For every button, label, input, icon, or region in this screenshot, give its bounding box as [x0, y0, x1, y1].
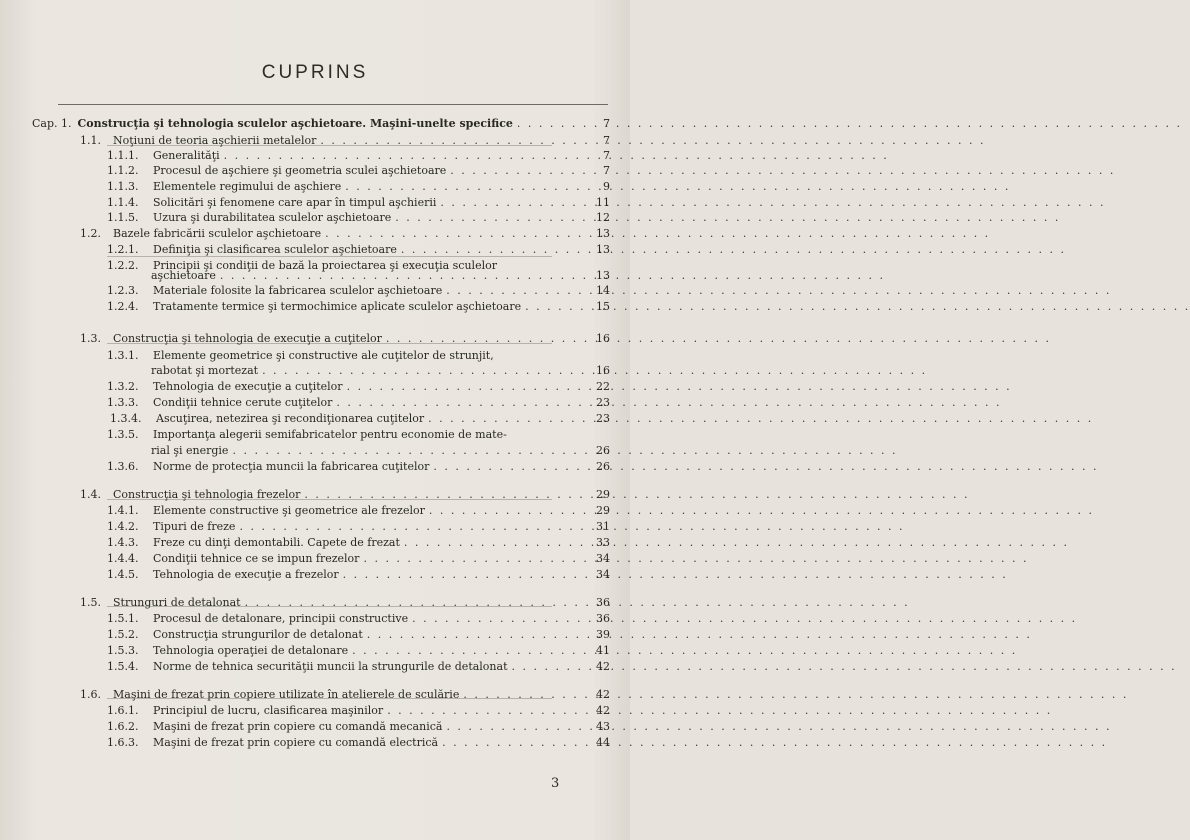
leader-dots — [521, 300, 584, 313]
toc-entry — [107, 552, 610, 565]
entry-title: Construcţia strungurilor de detalonat — [153, 628, 363, 641]
toc-section — [80, 596, 610, 609]
leader-dots — [348, 644, 584, 657]
leader-dots — [241, 596, 584, 609]
leader-dots — [339, 568, 584, 581]
toc-entry — [107, 243, 610, 256]
toc-entry — [107, 736, 610, 749]
toc-entry — [107, 568, 610, 581]
entry-number: 1.3.2. — [107, 380, 139, 393]
entry-page: 26 — [596, 460, 610, 473]
entry-number: 1.1.4. — [107, 196, 139, 209]
entry-title: rial şi energie — [151, 444, 229, 457]
toc-entry — [107, 300, 610, 313]
entry-number: 1.2.4. — [107, 300, 139, 313]
entry-title: Principiul de lucru, clasificarea maşinilor — [153, 704, 384, 717]
entry-title: aşchietoare — [151, 269, 216, 282]
leader-dots — [429, 460, 584, 473]
entry-page: 36 — [596, 612, 610, 625]
entry-page: 42 — [596, 688, 610, 701]
entry-title: Tratamente termice şi termochimice aplicate sculelor aşchietoare — [153, 300, 522, 313]
entry-number: 1.2.3. — [107, 284, 139, 297]
entry-title: Uzura şi durabilitatea sculelor aşchietoare — [153, 211, 392, 224]
chapter-label: Cap. 1. — [32, 117, 72, 130]
leader-dots — [425, 504, 584, 517]
entry-page: 12 — [596, 211, 610, 224]
entry-page: 15 — [596, 300, 610, 313]
leader-dots — [438, 736, 584, 749]
entry-title: Elementele regimului de aşchiere — [153, 180, 342, 193]
entry-page: 42 — [596, 660, 610, 673]
leader-dots — [459, 688, 584, 701]
leader-dots — [258, 364, 584, 377]
entry-number: 1.5.3. — [107, 644, 139, 657]
entry-title: Elemente constructive şi geometrice ale frezelor — [153, 504, 425, 517]
entry-title: Tipuri de freze — [153, 520, 236, 533]
entry-number: 1.5.4. — [107, 660, 139, 673]
entry-number: 1.5.2. — [107, 628, 139, 641]
entry-number: 1.3.1. — [107, 349, 139, 362]
entry-number: 1.6.3. — [107, 736, 139, 749]
toc-entry — [107, 704, 610, 717]
entry-title: Generalităţi — [153, 149, 220, 162]
chapter-page: 7 — [603, 117, 610, 130]
entry-number: 1.3.3. — [107, 396, 139, 409]
entry-title: Procesul de aşchiere şi geometria sculei aşchietoare — [153, 164, 447, 177]
entry-title: Maşini de frezat prin copiere cu comandă electrică — [153, 736, 439, 749]
entry-title: Solicitări şi fenomene care apar în timpul aşchierii — [153, 196, 437, 209]
toc-entry — [107, 612, 610, 625]
toc-entry — [107, 380, 610, 393]
toc-entry — [107, 428, 610, 441]
toc-entry — [107, 196, 610, 209]
leader-dots — [442, 720, 584, 733]
entry-number: 1.3.6. — [107, 460, 139, 473]
entry-number: 1.3. — [80, 332, 101, 345]
entry-page: 43 — [596, 720, 610, 733]
toc-entry — [151, 269, 610, 282]
toc-entry — [107, 460, 610, 473]
entry-page: 29 — [596, 504, 610, 517]
toc-entry — [107, 149, 610, 162]
entry-page: 13 — [596, 269, 610, 282]
entry-title: Definiţia şi clasificarea sculelor aşchietoare — [153, 243, 397, 256]
entry-title: Procesul de detalonare, principii constructive — [153, 612, 409, 625]
entry-number: 1.1.5. — [107, 211, 139, 224]
leader-dots — [391, 211, 584, 224]
section-rule — [107, 256, 552, 257]
toc-entry — [151, 444, 610, 457]
leader-dots — [408, 612, 584, 625]
entry-title: Norme de protecţia muncii la fabricarea cuţitelor — [153, 460, 430, 473]
entry-title: Materiale folosite la fabricarea sculelor aşchietoare — [153, 284, 443, 297]
leader-dots — [321, 227, 584, 240]
entry-title: Maşini de frezat prin copiere utilizate în atelierele de sculărie — [113, 688, 460, 701]
entry-page: 7 — [603, 164, 610, 177]
leader-dots — [446, 164, 584, 177]
entry-page: 42 — [596, 704, 610, 717]
entry-page: 22 — [596, 380, 610, 393]
entry-page: 7 — [603, 149, 610, 162]
leader-dots — [508, 660, 585, 673]
entry-page: 14 — [596, 284, 610, 297]
toc-entry — [107, 720, 610, 733]
entry-page: 34 — [596, 552, 610, 565]
toc-entry — [107, 628, 610, 641]
entry-title: Tehnologia de execuţie a frezelor — [153, 568, 339, 581]
leader-dots — [397, 243, 584, 256]
chapter-title: Construcţia şi tehnologia sculelor aşchietoare. Maşini-unelte specifice — [77, 117, 513, 130]
entry-title: Condiţii tehnice ce se impun frezelor — [153, 552, 360, 565]
leader-dots — [442, 284, 584, 297]
entry-page: 13 — [596, 227, 610, 240]
toc-entry — [107, 504, 610, 517]
toc-entry — [107, 396, 610, 409]
entry-title: Noţiuni de teoria aşchierii metalelor — [113, 134, 317, 147]
entry-number: 1.3.5. — [107, 428, 139, 441]
entry-page: 11 — [596, 196, 610, 209]
page-number: 3 — [551, 776, 560, 791]
entry-number: 1.6. — [80, 688, 101, 701]
leader-dots — [228, 444, 584, 457]
entry-title: Construcţia şi tehnologia de execuţie a cuţitelor — [113, 332, 382, 345]
entry-title: Tehnologia operaţiei de detalonare — [153, 644, 349, 657]
toc-entry — [107, 284, 610, 297]
toc-section — [80, 688, 610, 701]
leader-dots — [513, 117, 584, 130]
toc-entry — [151, 364, 610, 377]
entry-number: 1.1. — [80, 134, 101, 147]
leader-dots — [332, 396, 584, 409]
entry-title: Strunguri de detalonat — [113, 596, 241, 609]
entry-title: Construcţia şi tehnologia frezelor — [113, 488, 301, 501]
entry-page: 13 — [596, 243, 610, 256]
entry-title: Elemente geometrice şi constructive ale cuţitelor de strunjit, — [153, 349, 494, 362]
leader-dots — [220, 149, 584, 162]
entry-title: rabotat şi mortezat — [151, 364, 259, 377]
leader-dots — [343, 380, 584, 393]
entry-number: 1.2.2. — [107, 259, 139, 272]
entry-number: 1.1.3. — [107, 180, 139, 193]
entry-title: Importanţa alegerii semifabricatelor pentru economie de mate- — [153, 428, 507, 441]
entry-title: Condiţii tehnice cerute cuţitelor — [153, 396, 333, 409]
leader-dots — [383, 704, 584, 717]
leader-dots — [341, 180, 584, 193]
entry-title: Ascuţirea, netezirea şi recondiţionarea cuţitelor — [156, 412, 425, 425]
leader-dots — [436, 196, 584, 209]
entry-page: 7 — [603, 134, 610, 147]
leader-dots — [363, 628, 584, 641]
entry-title: Tehnologia de execuţie a cuţitelor — [153, 380, 343, 393]
entry-title: Principii şi condiţii de bază la proiectarea şi execuţia sculelor — [153, 259, 497, 272]
entry-number: 1.2. — [80, 227, 101, 240]
entry-number: 1.4. — [80, 488, 101, 501]
entry-number: 1.1.1. — [107, 149, 139, 162]
entry-number: 1.4.4. — [107, 552, 139, 565]
entry-page: 44 — [596, 736, 610, 749]
leader-dots — [359, 552, 584, 565]
entry-page: 16 — [596, 332, 610, 345]
entry-page: 31 — [596, 520, 610, 533]
leader-dots — [424, 412, 584, 425]
entry-number: 1.6.1. — [107, 704, 139, 717]
entry-title: Maşini de frezat prin copiere cu comandă mecanică — [153, 720, 443, 733]
section-rule — [107, 606, 552, 607]
section-rule — [107, 145, 552, 146]
entry-page: 34 — [596, 568, 610, 581]
toc-entry — [107, 180, 610, 193]
toc-entry — [107, 164, 610, 177]
entry-page: 36 — [596, 596, 610, 609]
toc-entry — [107, 536, 610, 549]
entry-number: 1.4.3. — [107, 536, 139, 549]
entry-page: 41 — [596, 644, 610, 657]
entry-number: 1.6.2. — [107, 720, 139, 733]
entry-title: Bazele fabricării sculelor aşchietoare — [113, 227, 322, 240]
entry-page: 29 — [596, 488, 610, 501]
toc-section — [80, 227, 610, 240]
toc-entry — [107, 520, 610, 533]
section-rule — [107, 698, 552, 699]
entry-number: 1.5.1. — [107, 612, 139, 625]
entry-page: 39 — [596, 628, 610, 641]
entry-number: 1.3.4. — [110, 412, 142, 425]
entry-number: 1.2.1. — [107, 243, 139, 256]
entry-page: 23 — [596, 396, 610, 409]
toc-entry — [107, 660, 610, 673]
toc-entry — [107, 349, 610, 362]
entry-page: 23 — [596, 412, 610, 425]
entry-page: 33 — [596, 536, 610, 549]
leader-dots — [400, 536, 584, 549]
entry-number: 1.4.5. — [107, 568, 139, 581]
section-rule — [107, 499, 552, 500]
entry-page: 9 — [603, 180, 610, 193]
toc-entry — [110, 412, 610, 425]
page-title: CUPRINS — [261, 62, 369, 83]
leader-dots — [216, 269, 584, 282]
entry-number: 1.5. — [80, 596, 101, 609]
toc-entry — [107, 211, 610, 224]
entry-number: 1.4.1. — [107, 504, 139, 517]
toc-entry — [107, 644, 610, 657]
section-rule — [107, 343, 552, 344]
entry-number: 1.4.2. — [107, 520, 139, 533]
entry-title: Norme de tehnica securităţii muncii la strungurile de detalonat — [153, 660, 508, 673]
entry-page: 26 — [596, 444, 610, 457]
entry-page: 16 — [596, 364, 610, 377]
toc-chapter — [32, 117, 610, 130]
leader-dots — [235, 520, 584, 533]
entry-title: Freze cu dinţi demontabili. Capete de frezat — [153, 536, 400, 549]
entry-number: 1.1.2. — [107, 164, 139, 177]
